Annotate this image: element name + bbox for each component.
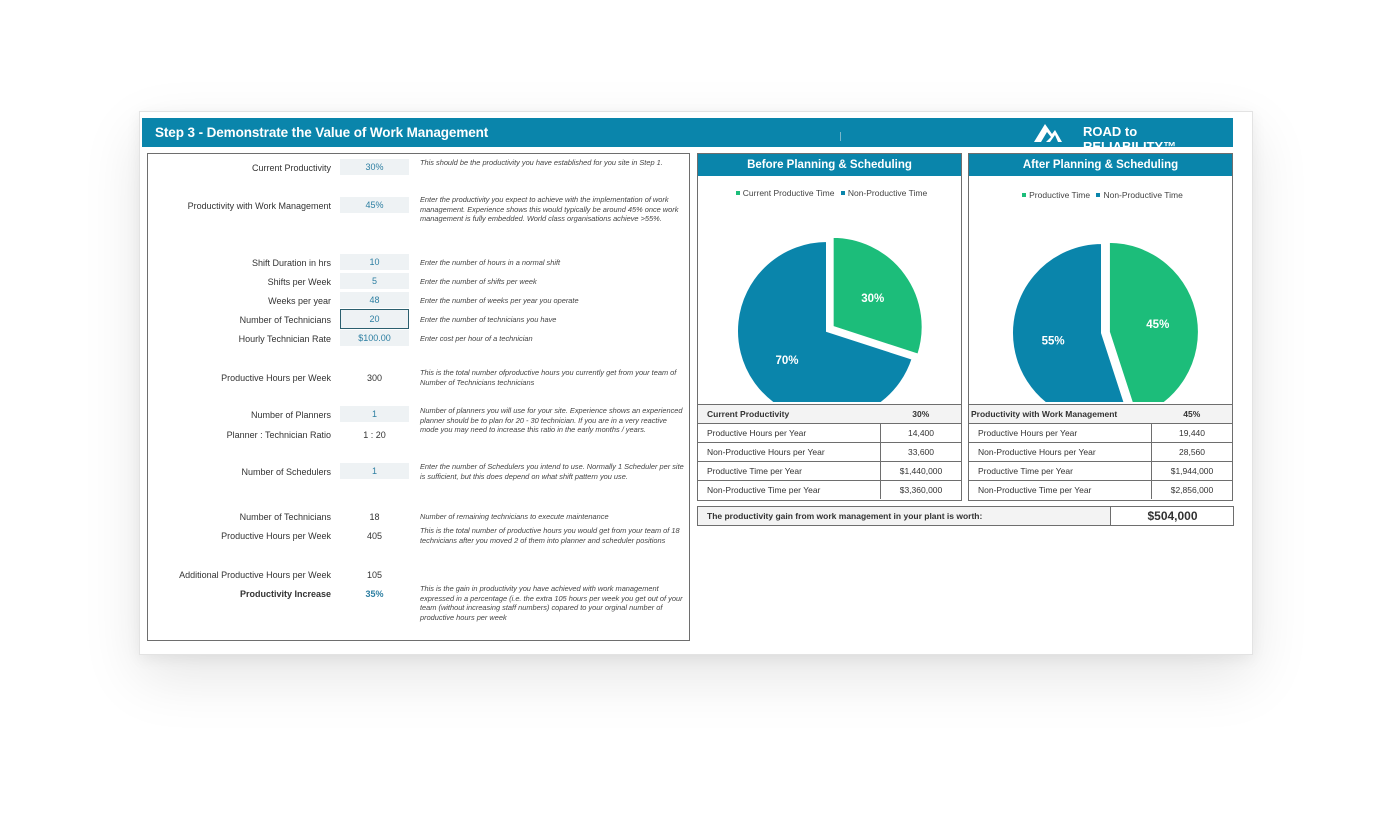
current-productivity-input[interactable]: 30% [340, 159, 409, 175]
after-panel [968, 153, 1233, 501]
label-ratio: Planner : Technician Ratio [226, 430, 331, 440]
after-row3-value: $1,944,000 [1152, 462, 1233, 481]
prod-hours-week-value: 300 [366, 373, 383, 383]
before-row1-label: Productive Hours per Year [698, 424, 881, 443]
desc-increase: This is the gain in productivity you have achieved with work management expressed in a percentage (i.e. the extra 105 hours per week you get out of your team (without increasing staff numbers) copared to your orginal number of productive hours per week [420, 584, 683, 623]
table-row [969, 405, 1232, 424]
after-row0-label: Productivity with Work Management [969, 405, 1152, 424]
table-row [698, 481, 961, 500]
label-additional-hours: Additional Productive Hours per Week [179, 570, 331, 580]
label-productivity-wm: Productivity with Work Management [187, 201, 331, 211]
desc-rate: Enter cost per hour of a technician [420, 334, 533, 343]
legend-current: Current Productive Time [742, 188, 835, 198]
table-row [698, 424, 961, 443]
label-current-productivity: Current Productivity [251, 163, 331, 173]
before-row4-value: $3,360,000 [881, 481, 962, 500]
after-row1-label: Productive Hours per Year [969, 424, 1152, 443]
after-row0-value: 45% [1152, 405, 1233, 424]
label-remaining-techs: Number of Technicians [239, 512, 331, 522]
desc-prod-hours-week: This is the total number ofproductive hours you currently get from your team of Number of Technicians technicians [420, 368, 677, 387]
new-prod-hours-value: 405 [366, 531, 383, 541]
page-title: Step 3 - Demonstrate the Value of Work Management [155, 125, 489, 140]
before-row3-label: Productive Time per Year [698, 462, 881, 481]
label-technicians: Number of Technicians [239, 315, 331, 325]
rate-input[interactable]: $100.00 [340, 330, 409, 346]
desc-shift-duration: Enter the number of hours in a normal shift [420, 258, 561, 267]
label-planners: Number of Planners [250, 410, 331, 420]
label-shift-duration: Shift Duration in hrs [251, 258, 331, 268]
before-row4-label: Non-Productive Time per Year [698, 481, 881, 500]
legend-productive: Productive Time [1029, 190, 1091, 200]
after-pie-chart [969, 176, 1232, 402]
brand-name: ROAD to RELIABILITY™ [1083, 124, 1177, 154]
before-table [698, 404, 961, 499]
desc-schedulers: Enter the number of Schedulers you intend to use. Normally 1 Scheduler per site is sufficient, but this does depend on what shift pattern you use. [420, 462, 684, 481]
mountain-logo-icon [1033, 121, 1063, 143]
productivity-wm-input[interactable]: 45% [340, 197, 409, 213]
before-row3-value: $1,440,000 [881, 462, 962, 481]
header-banner [142, 118, 1233, 154]
inputs-panel [147, 153, 690, 641]
remaining-techs-value: 18 [369, 512, 380, 522]
divider [840, 132, 841, 141]
pie-data-label: 45% [1146, 319, 1170, 332]
planners-input[interactable]: 1 [340, 406, 409, 422]
legend-nonproductive: Non-Productive Time [1103, 190, 1183, 200]
table-row [698, 443, 961, 462]
desc-technicians: Enter the number of technicians you have [420, 315, 557, 324]
label-new-prod-hours: Productive Hours per Week [221, 531, 331, 541]
label-weeks-per-year: Weeks per year [268, 296, 331, 306]
before-row0-value: 30% [881, 405, 962, 424]
ratio-value: 1 : 20 [363, 430, 386, 440]
table-row [969, 481, 1232, 500]
table-row [969, 424, 1232, 443]
before-row1-value: 14,400 [881, 424, 962, 443]
shift-duration-input[interactable]: 10 [340, 254, 409, 270]
before-title: Before Planning & Scheduling [698, 154, 961, 176]
table-row [969, 462, 1232, 481]
label-rate: Hourly Technician Rate [238, 334, 331, 344]
additional-hours-value: 105 [366, 570, 383, 580]
after-title: After Planning & Scheduling [969, 154, 1232, 176]
desc-planners: Number of planners you will use for your site. Experience shows an experienced planner should be to plan for 20 - 30 technician. If you are in a very reactive mode you may need to increase this ratio in the early months / years. [420, 406, 683, 435]
after-row1-value: 19,440 [1152, 424, 1233, 443]
after-row3-label: Productive Time per Year [969, 462, 1152, 481]
label-shifts-per-week: Shifts per Week [267, 277, 331, 287]
after-row4-value: $2,856,000 [1152, 481, 1233, 500]
desc-new-prod-hours: This is the total number of productive hours you would get from your team of 18 technicians after you moved 2 of them into planner and scheduler positions [420, 526, 680, 545]
after-row2-label: Non-Productive Hours per Year [969, 443, 1152, 462]
desc-productivity-wm: Enter the productivity you expect to achieve with the implementation of work management. Experience shows this would typically be around 45% once work management is fully embedded. World class organisations achieve >55%. [420, 195, 679, 224]
after-row4-label: Non-Productive Time per Year [969, 481, 1152, 500]
before-panel [697, 153, 962, 501]
after-row2-value: 28,560 [1152, 443, 1233, 462]
label-schedulers: Number of Schedulers [241, 467, 331, 477]
pie-data-label: 30% [861, 292, 885, 305]
increase-value: 35% [365, 589, 384, 599]
table-row [698, 405, 961, 424]
weeks-per-year-input[interactable]: 48 [340, 292, 409, 308]
gain-label: The productivity gain from work management in your plant is worth: [698, 507, 1111, 525]
desc-remaining-techs: Number of remaining technicians to execute maintenance [420, 512, 609, 521]
before-row2-label: Non-Productive Hours per Year [698, 443, 881, 462]
label-increase: Productivity Increase [239, 589, 331, 599]
table-row [698, 462, 961, 481]
table-row [969, 443, 1232, 462]
shifts-per-week-input[interactable]: 5 [340, 273, 409, 289]
pie-data-label: 55% [1041, 335, 1065, 348]
gain-value: $504,000 [1147, 509, 1198, 523]
desc-weeks-per-year: Enter the number of weeks per year you operate [420, 296, 579, 305]
schedulers-input[interactable]: 1 [340, 463, 409, 479]
desc-current-productivity: This should be the productivity you have established for you site in Step 1. [420, 158, 663, 167]
pie-data-label: 70% [775, 355, 799, 368]
label-prod-hours-week: Productive Hours per Week [221, 373, 331, 383]
desc-shifts-per-week: Enter the number of shifts per week [420, 277, 537, 286]
after-table [969, 404, 1232, 499]
before-row0-label: Current Productivity [698, 405, 881, 424]
spreadsheet-sheet [139, 111, 1253, 655]
before-pie-chart [698, 176, 961, 402]
legend-nonproductive: Non-Productive Time [847, 188, 928, 198]
gain-summary [697, 506, 1234, 526]
before-row2-value: 33,600 [881, 443, 962, 462]
technicians-input[interactable]: 20 [340, 309, 409, 329]
